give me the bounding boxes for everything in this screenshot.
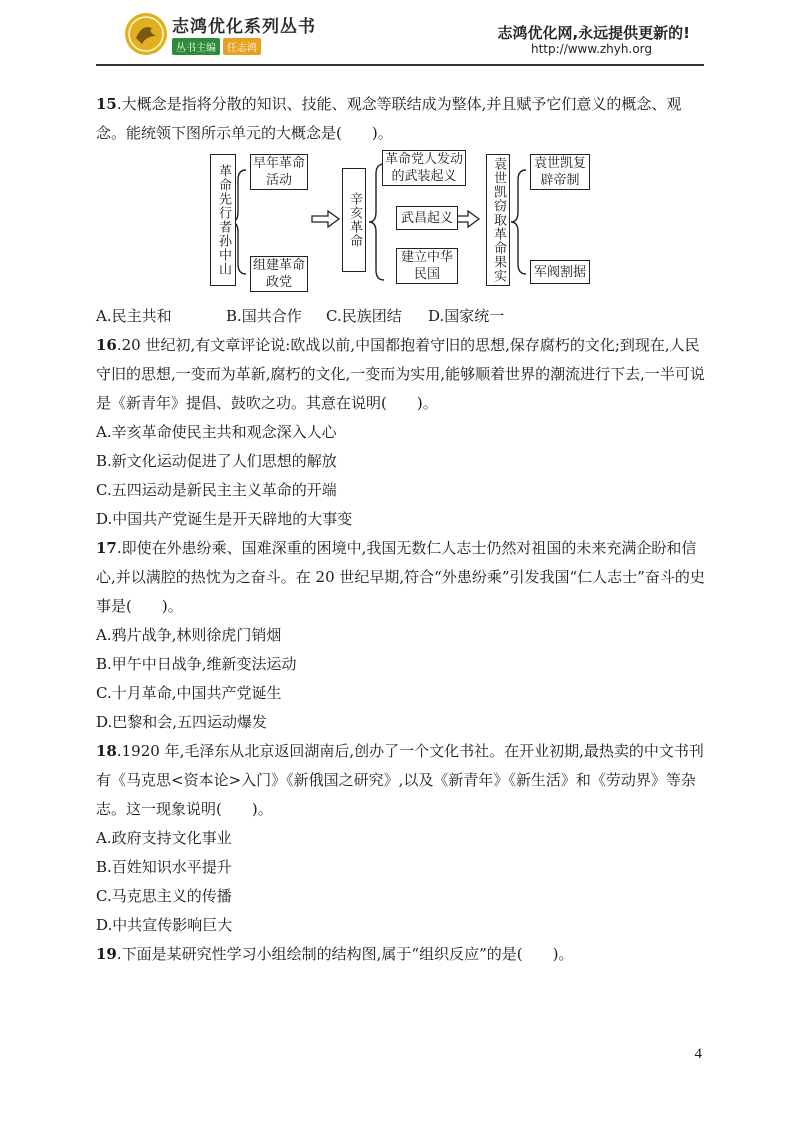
option-a[interactable]: A.民主共和 (96, 307, 172, 325)
option-c[interactable]: C.民族团结 (326, 307, 402, 325)
option-b[interactable]: B.甲午中日战争,维新变法运动 (96, 655, 297, 673)
option-b[interactable]: B.百姓知识水平提升 (96, 858, 232, 876)
diagram-roc-founding-box: 建立中华民国 (396, 248, 458, 284)
option-c[interactable]: C.五四运动是新民主主义革命的开端 (96, 481, 337, 499)
question-19 (96, 940, 710, 969)
question-17 (96, 534, 710, 621)
option-b[interactable]: B.新文化运动促进了人们思想的解放 (96, 452, 337, 470)
question-text: .下面是某研究性学习小组绘制的结构图,属于“组织反应”的是( )。 (116, 945, 574, 963)
diagram-yuan-shikai-box: 袁世凯窃取革命果实 (486, 154, 510, 286)
site-url[interactable]: http://www.zhyh.org (530, 42, 652, 56)
diagram-revolutionary-party-box: 组建革命政党 (250, 256, 308, 292)
option-d[interactable]: D.中共宣传影响巨大 (96, 916, 233, 934)
question-15-diagram (96, 150, 710, 300)
option-d[interactable]: D.中国共产党诞生是开天辟地的大事变 (96, 510, 353, 528)
question-15 (96, 90, 710, 148)
arrow-1-icon (312, 211, 339, 227)
option-d[interactable]: D.国家统一 (428, 307, 505, 325)
brand-title: 志鸿优化系列丛书 (172, 17, 316, 37)
header-divider (96, 64, 704, 66)
editor-name-tag: 任志鸿 (223, 38, 261, 55)
option-a[interactable]: A.辛亥革命使民主共和观念深入人心 (96, 423, 337, 441)
question-number: 16 (96, 336, 117, 354)
exam-content (96, 90, 710, 969)
diagram-warlord-separatism-box: 军阀割据 (530, 260, 590, 284)
option-c[interactable]: C.十月革命,中国共产党诞生 (96, 684, 282, 702)
question-number: 18 (96, 742, 117, 760)
series-editor-tag: 丛书主编 (172, 38, 220, 55)
diagram-early-revolution-box: 早年革命活动 (250, 154, 308, 190)
option-a[interactable]: A.鸦片战争,林则徐虎门销烟 (96, 626, 282, 644)
diagram-armed-uprising-box: 革命党人发动的武装起义 (382, 150, 466, 186)
question-text: .即使在外患纷乘、国难深重的困境中,我国无数仁人志士仍然对祖国的未来充满企盼和信心,并以满腔的热忱为之奋斗。在 20 世纪早期,符合“外患纷乘”引发我国“仁人志士”奋斗的史事是( )。 (96, 539, 705, 615)
diagram-monarchy-restoration-box: 袁世凯复辟帝制 (530, 154, 590, 190)
option-d[interactable]: D.巴黎和会,五四运动爆发 (96, 713, 268, 731)
question-number: 15 (96, 95, 117, 113)
question-16 (96, 331, 710, 418)
brand-logo-icon (124, 12, 168, 56)
option-b[interactable]: B.国共合作 (226, 307, 302, 325)
diagram-sun-yat-sen-box: 革命先行者孙中山 (210, 154, 236, 286)
site-slogan: 志鸿优化网,永远提供更新的! (497, 24, 690, 42)
question-text: .1920 年,毛泽东从北京返回湖南后,创办了一个文化书社。在开业初期,最热卖的中文书刊有《马克思<资本论>入门》《新俄国之研究》,以及《新青年》《新生活》和《劳动界》等杂志。这一现象说明( )。 (96, 742, 704, 818)
diagram-xinhai-revolution-box: 辛亥革命 (342, 168, 366, 272)
question-text: .20 世纪初,有文章评论说:欧战以前,中国都抱着守旧的思想,保存腐朽的文化;到现在,人民守旧的思想,一变而为革新,腐朽的文化,一变而为实用,能够顺着世界的潮流进行下去,一半可说是《新青年》提倡、鼓吹之功。其意在说明( )。 (96, 336, 705, 412)
question-text: .大概念是指将分散的知识、技能、观念等联结成为整体,并且赋予它们意义的概念、观念。能统领下图所示单元的大概念是( )。 (96, 95, 682, 142)
question-number: 19 (96, 945, 117, 963)
question-18 (96, 737, 710, 824)
option-c[interactable]: C.马克思主义的传播 (96, 887, 232, 905)
brand-tags (172, 38, 264, 55)
diagram-wuchang-uprising-box: 武昌起义 (396, 206, 458, 230)
option-a[interactable]: A.政府支持文化事业 (96, 829, 232, 847)
question-15-options (96, 302, 710, 331)
page-header (0, 0, 800, 70)
question-number: 17 (96, 539, 117, 557)
page-number: 4 (694, 1046, 702, 1062)
